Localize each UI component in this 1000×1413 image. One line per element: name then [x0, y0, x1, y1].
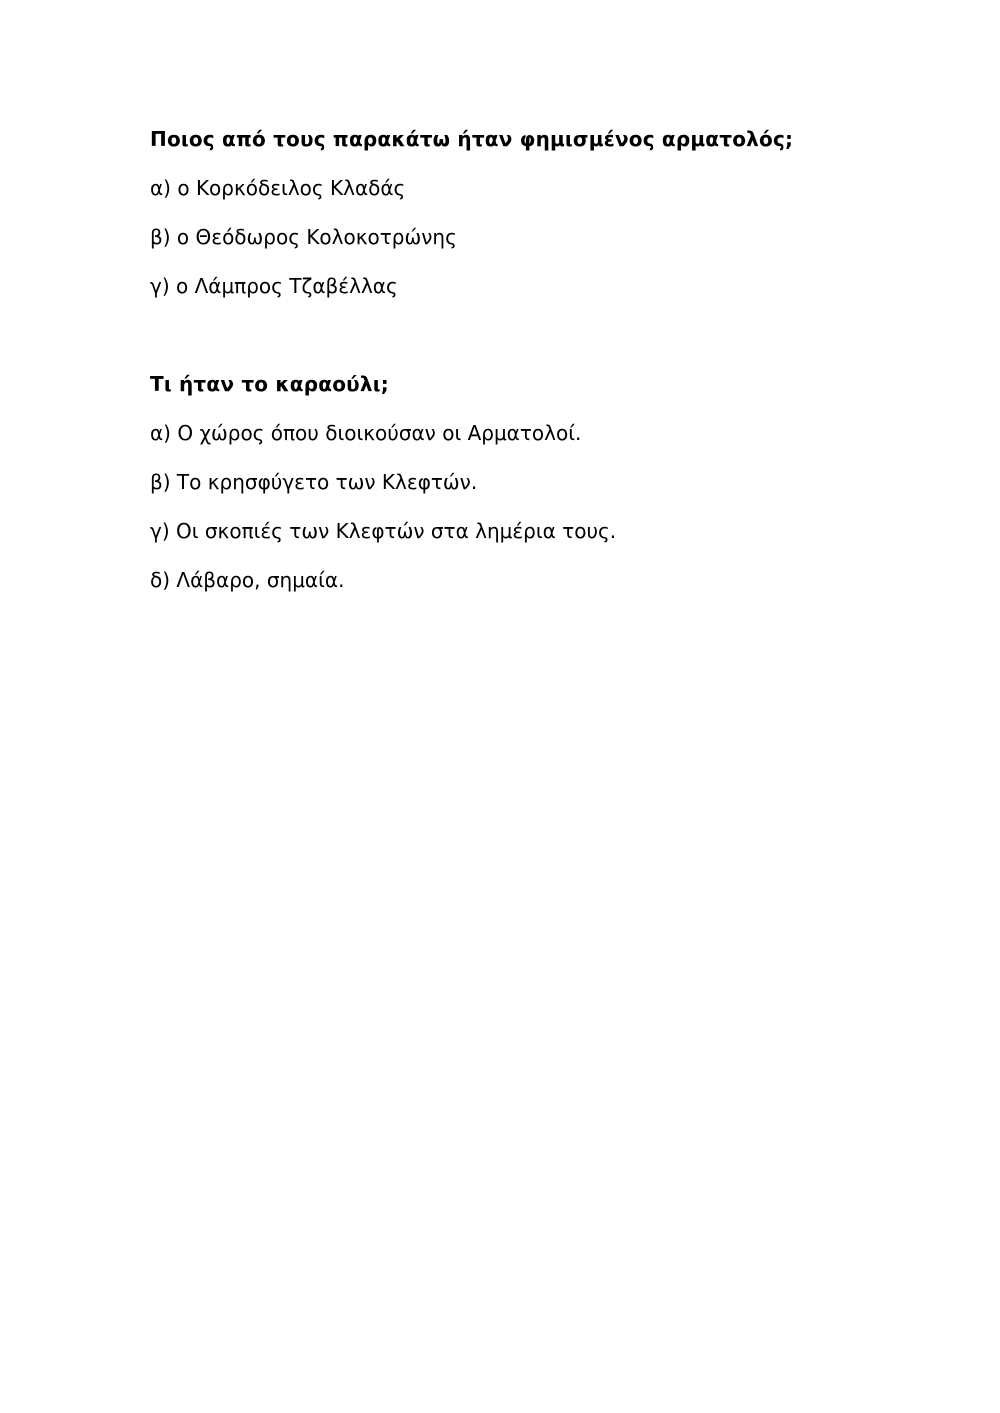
- question-text: Τι ήταν το καραούλι;: [150, 372, 389, 396]
- question-2: [150, 367, 910, 597]
- answer-options: [150, 416, 910, 597]
- answer-options: [150, 171, 910, 303]
- question-1: [150, 122, 910, 303]
- answer-option-a: α) Ο χώρος όπου διοικούσαν οι Αρματολοί.: [150, 421, 582, 445]
- question-text: Ποιος από τους παρακάτω ήταν φημισμένος αρματολός;: [150, 127, 794, 151]
- answer-option-c: γ) Οι σκοπιές των Κλεφτών στα λημέρια τους.: [150, 519, 617, 543]
- answer-option-a: α) ο Κορκόδειλος Κλαδάς: [150, 176, 406, 200]
- answer-option-c: γ) ο Λάμπρος Τζαβέλλας: [150, 274, 398, 298]
- answer-option-b: β) ο Θεόδωρος Κολοκοτρώνης: [150, 225, 457, 249]
- answer-option-b: β) Το κρησφύγετο των Κλεφτών.: [150, 470, 478, 494]
- answer-option-d: δ) Λάβαρο, σημαία.: [150, 568, 345, 592]
